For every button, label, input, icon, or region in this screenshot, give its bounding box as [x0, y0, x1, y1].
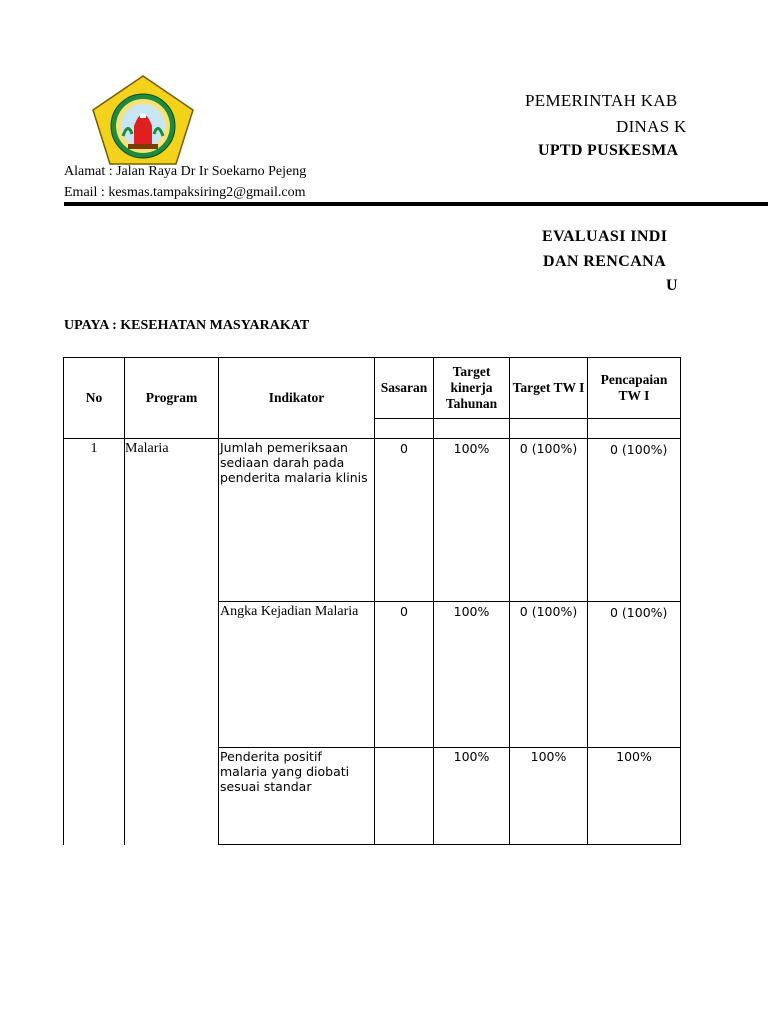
table-cell-target-tahunan: 100%	[453, 441, 490, 456]
column-header-target-tw: Target TW I	[512, 380, 585, 395]
column-header-pencapaian: Pencapaian TW I	[600, 372, 668, 403]
column-header-target-tahunan: Target kinerja Tahunan	[445, 364, 498, 411]
upaya-label: UPAYA : KESEHATAN MASYARAKAT	[64, 318, 310, 333]
table-cell-target-tw: 0 (100%)	[519, 441, 578, 456]
table-cell-target-tw: 0 (100%)	[519, 604, 578, 619]
report-title-line2: DAN RENCANA	[543, 253, 667, 270]
table-cell-indikator: Penderita positif malaria yang diobati sesuai standar	[220, 749, 350, 794]
email-text: Email : kesmas.tampaksiring2@gmail.com	[64, 185, 306, 200]
table-cell-pencapaian: 0 (100%)	[610, 605, 668, 620]
table-cell-program: Malaria	[125, 441, 169, 456]
table-cell-target-tahunan: 100%	[453, 749, 490, 764]
header-divider	[64, 202, 768, 206]
column-header-indikator: Indikator	[268, 390, 325, 405]
table-col-line	[433, 357, 434, 845]
table-row-divider	[218, 747, 681, 748]
table-cell-indikator: Angka Kejadian Malaria	[220, 604, 359, 619]
table-cell-pencapaian: 0 (100%)	[610, 442, 668, 457]
column-header-no: No	[85, 390, 103, 405]
table-cell-target-tahunan: 100%	[453, 604, 490, 619]
table-cell-pencapaian: 100%	[616, 749, 652, 764]
report-title-line1: EVALUASI INDI	[542, 228, 668, 245]
table-row-divider	[218, 601, 681, 602]
header-unit-line: UPTD PUSKESMA	[538, 142, 679, 159]
table-cell-indikator: Jumlah pemeriksaan sediaan darah pada penderita malaria klinis	[220, 440, 368, 485]
table-row-divider	[218, 844, 681, 845]
header-government-line: PEMERINTAH KAB	[525, 91, 678, 110]
table-cell-sasaran: 0	[400, 441, 408, 456]
table-header-subline	[374, 418, 681, 419]
column-header-sasaran: Sasaran	[380, 380, 428, 395]
column-header-program: Program	[145, 390, 198, 405]
table-col-line	[680, 357, 681, 845]
table-cell-sasaran: 0	[400, 604, 408, 619]
header-department-line: DINAS K	[616, 117, 687, 136]
table-col-line	[587, 357, 588, 845]
report-title-line3: U	[666, 277, 678, 294]
table-col-line	[509, 357, 510, 845]
table-cell-no: 1	[90, 441, 98, 456]
table-header-bottom	[63, 438, 681, 439]
regency-emblem-icon	[90, 74, 196, 168]
table-cell-target-tw: 100%	[530, 749, 567, 764]
address-text: Alamat : Jalan Raya Dr Ir Soekarno Pejeng	[64, 164, 307, 179]
table-col-line	[374, 357, 375, 845]
